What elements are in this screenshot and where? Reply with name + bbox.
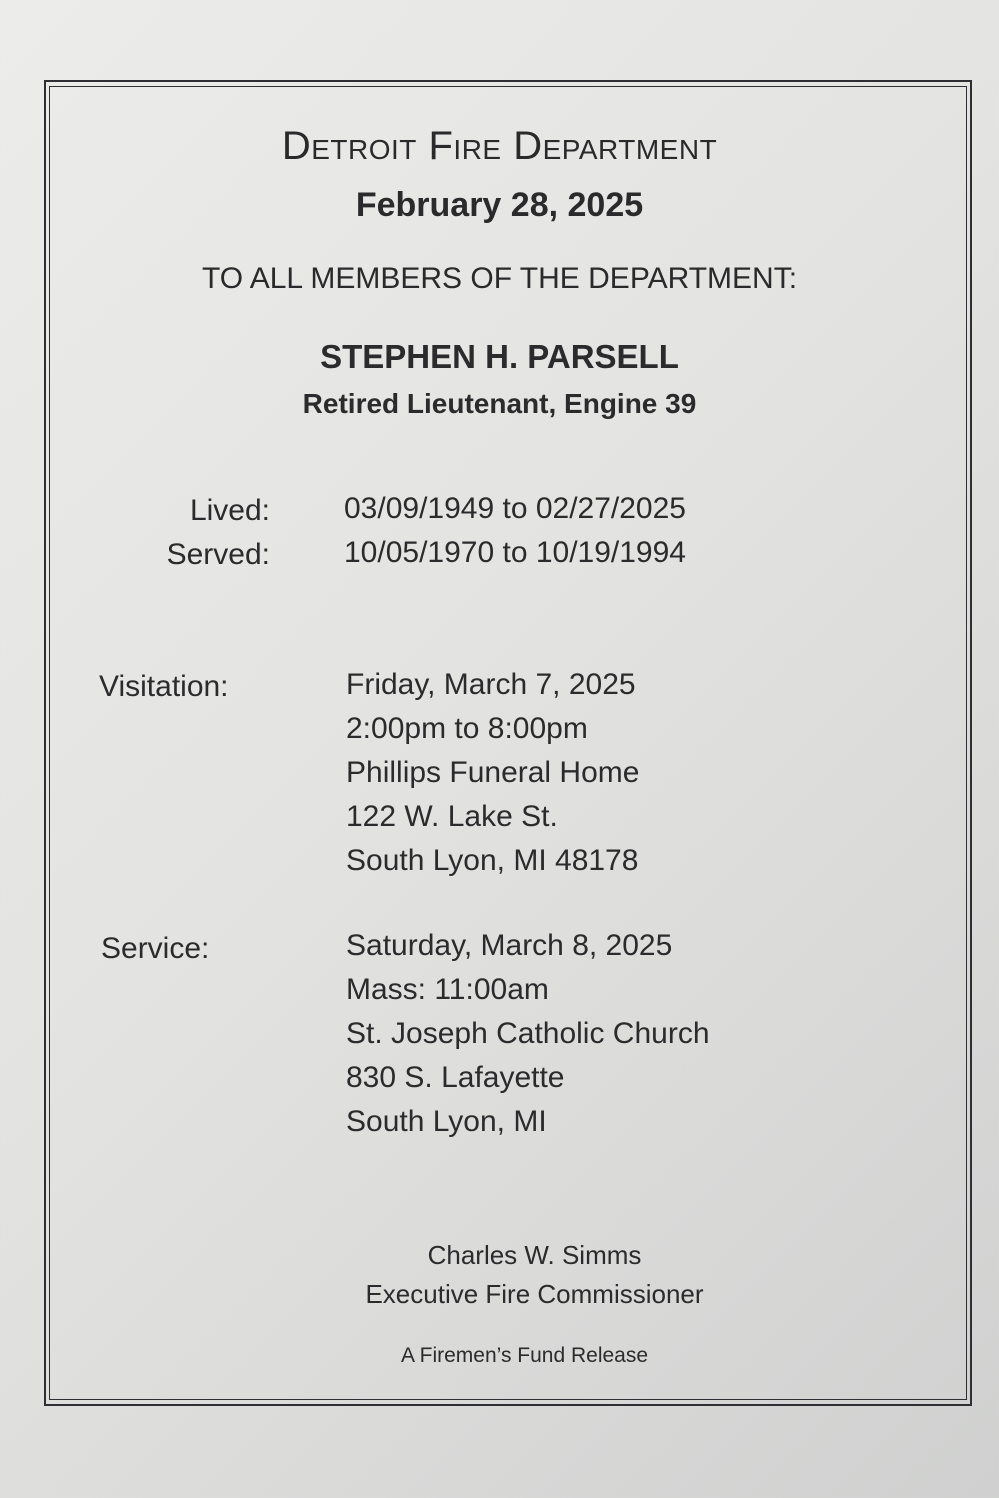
lived-value: 03/09/1949 to 02/27/2025 xyxy=(344,492,686,525)
service-line: 830 S. Lafayette xyxy=(346,1061,565,1094)
honoree-rank: Retired Lieutenant, Engine 39 xyxy=(302,388,697,419)
visitation-line: 122 W. Lake St. xyxy=(346,800,558,833)
visitation-line: Phillips Funeral Home xyxy=(346,756,640,789)
signatory-title: Executive Fire Commissioner xyxy=(365,1279,704,1309)
honoree-name: STEPHEN H. PARSELL xyxy=(320,338,679,375)
department-title: Detroit Fire Department xyxy=(281,124,718,168)
service-label: Service: xyxy=(101,932,210,965)
visitation-line: 2:00pm to 8:00pm xyxy=(346,712,588,745)
service-line: South Lyon, MI xyxy=(346,1105,547,1138)
salutation: TO ALL MEMBERS OF THE DEPARTMENT: xyxy=(201,262,798,295)
served-value: 10/05/1970 to 10/19/1994 xyxy=(344,536,686,569)
service-line: Mass: 11:00am xyxy=(346,973,549,1006)
signatory-name: Charles W. Simms xyxy=(427,1240,642,1270)
visitation-label: Visitation: xyxy=(99,670,229,703)
lived-label: Lived: xyxy=(189,494,270,527)
notice-date: February 28, 2025 xyxy=(355,186,644,224)
visitation-line: Friday, March 7, 2025 xyxy=(346,668,636,701)
service-line: Saturday, March 8, 2025 xyxy=(346,929,673,962)
visitation-line: South Lyon, MI 48178 xyxy=(346,844,639,877)
served-label: Served: xyxy=(166,538,270,571)
visitation-details xyxy=(346,663,639,883)
service-details xyxy=(346,924,710,1144)
service-line: St. Joseph Catholic Church xyxy=(346,1017,710,1050)
release-note: A Firemen’s Fund Release xyxy=(400,1344,649,1367)
